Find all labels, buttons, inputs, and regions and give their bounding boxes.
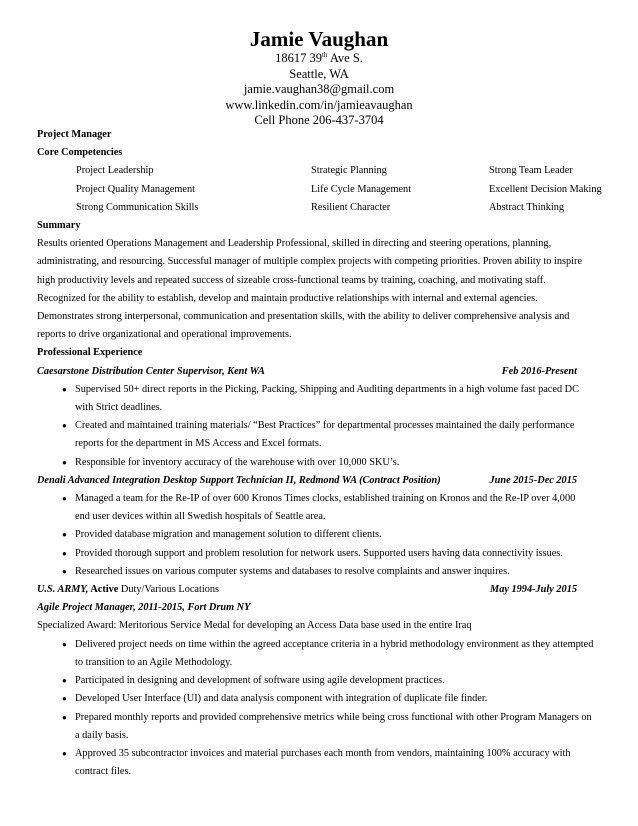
bullet-line: reports for the department in MS Access and Excel formats. — [75, 438, 322, 450]
experience-heading: Professional Experience — [37, 347, 143, 359]
bullet-line: end user devices within all Swedish hospitals of Seattle area. — [75, 511, 326, 523]
bullet-line: to transition to an Agile Methodology. — [75, 656, 233, 668]
bullet-line: Approved 35 subcontractor invoices and material purchases each month from vendors, maintaining 100% accuracy with — [75, 747, 571, 759]
bullet-icon: ● — [62, 676, 67, 686]
job-title — [37, 581, 219, 599]
bullet-icon: ● — [62, 457, 67, 467]
competency-item: Excellent Decision Making — [489, 183, 602, 195]
phone-line: Cell Phone 206-437-3704 — [254, 113, 384, 127]
competencies-heading: Core Competencies — [37, 147, 123, 159]
job-title: Denali Advanced Integration Desktop Support Technician II, Redmond WA (Contract Position) — [37, 474, 441, 486]
bullet-icon: ● — [62, 494, 67, 504]
bullet-line: contract files. — [75, 766, 132, 778]
bullet-line: Delivered project needs on time within the agreed acceptance criteria in a hybrid methodology environment as they attempted — [75, 638, 594, 650]
bullet-line: Managed a team for the Re-IP of over 600 Kronos Times clocks, established training on Kronos and the Re-IP over 4,000 — [75, 493, 576, 505]
objective-title: Project Manager — [37, 129, 112, 140]
bullet-icon: ● — [62, 748, 67, 758]
bullet-line: Provided thorough support and problem resolution for network users. Supported users having data connectivity issues. — [75, 547, 563, 559]
bullet-line: Researched issues on various computer systems and databases to resolve complaints and answer inquires. — [75, 565, 510, 577]
bullet-item — [37, 526, 607, 544]
competency-item: Strong Team Leader — [489, 165, 573, 177]
bullet-icon: ● — [62, 694, 67, 704]
bullet-line: Provided database migration and management solution to different clients. — [75, 529, 382, 541]
summary-line: Demonstrates strong interpersonal, communication and presentation skills, with the ability to deliver comprehensive analysis and — [37, 311, 570, 323]
competency-row — [37, 162, 607, 180]
competency-item: Strong Communication Skills — [76, 201, 199, 213]
bullet-item — [37, 636, 607, 672]
job-subtitle: Agile Project Manager, 2011-2015, Fort Drum NY — [37, 602, 251, 614]
summary-line: Results oriented Operations Management and Leadership Professional, skilled in directing and steering operations, planning, — [37, 238, 552, 250]
competency-row — [37, 199, 607, 217]
bullet-icon: ● — [62, 384, 67, 394]
job-bullet-list — [37, 636, 607, 782]
bullet-line: Participated in designing and development of software using agile development practices. — [75, 675, 445, 687]
job-title: Caesarstone Distribution Center Supervisor, Kent WA — [37, 365, 265, 377]
bullet-item — [37, 490, 607, 526]
job-header — [37, 363, 607, 381]
job-dates: June 2015-Dec 2015 — [489, 474, 577, 486]
job-status: Active — [88, 584, 119, 596]
summary-text — [37, 235, 607, 344]
job-dates: Feb 2016-Present — [501, 365, 577, 377]
bullet-item — [37, 672, 607, 690]
competency-item: Project Quality Management — [76, 183, 195, 195]
candidate-name: Jamie Vaughan — [249, 27, 389, 51]
bullet-item — [37, 381, 607, 417]
summary-line: administrating, and resourcing. Successful manager of multiple complex projects with competing priorities. Proven ability to inspire — [37, 256, 583, 268]
bullet-line: Created and maintained training materials/ “Best Practices” for departmental processes maintained the daily performance — [75, 420, 575, 432]
bullet-item — [37, 745, 607, 781]
bullet-line: Prepared monthly reports and provided comprehensive metrics while being cross functional with other Program Managers on — [75, 711, 592, 723]
bullet-line: Responsible for inventory accuracy of the warehouse with over 10,000 SKU’s. — [75, 456, 400, 468]
summary-line: reports to drive organizational and operational improvements. — [37, 329, 292, 341]
summary-line: high productivity levels and repeated success of sizeable cross-functional teams by training, coaching, and motivating staff. — [37, 274, 546, 286]
summary-line: Recognized for the ability to establish, develop and maintain productive relationships with internal and external agencies. — [37, 292, 538, 304]
job-bullet-list — [37, 381, 607, 472]
competency-row — [37, 181, 607, 199]
bullet-item — [37, 417, 607, 453]
bullet-item — [37, 563, 607, 581]
bullet-icon: ● — [62, 712, 67, 722]
bullet-line: with Strict deadlines. — [75, 402, 163, 414]
address-ordinal: th — [321, 51, 328, 59]
bullet-line: a daily basis. — [75, 729, 129, 741]
job-header — [37, 472, 607, 490]
award-line: Specialized Award: Meritorious Service Medal for developing an Access Data base used in the entire Iraq — [37, 620, 472, 632]
competency-item: Life Cycle Management — [311, 183, 412, 195]
competency-item: Resilient Character — [311, 201, 391, 213]
address-line — [0, 51, 638, 67]
bullet-icon: ● — [62, 566, 67, 576]
bullet-item — [37, 709, 607, 745]
linkedin-link[interactable]: www.linkedin.com/in/jamieavaughan — [225, 97, 413, 112]
resume-header — [0, 27, 638, 129]
bullet-line: Supervised 50+ direct reports in the Picking, Packing, Shipping and Auditing departments in a high volume fast paced DC — [75, 383, 579, 395]
summary-heading: Summary — [37, 220, 81, 232]
email-link[interactable]: jamie.vaughan38@gmail.com — [243, 82, 395, 96]
bullet-icon: ● — [62, 421, 67, 431]
competency-item: Strategic Planning — [311, 165, 387, 177]
job-bullet-list — [37, 490, 607, 581]
address-street: Ave S. — [327, 51, 363, 65]
bullet-icon: ● — [62, 530, 67, 540]
job-org: U.S. ARMY, — [37, 584, 89, 596]
job-location: Duty/Various Locations — [118, 584, 220, 596]
bullet-icon: ● — [62, 639, 67, 649]
bullet-icon: ● — [62, 548, 67, 558]
bullet-line: Developed User Interface (UI) and data analysis component with integration of duplicate file finder. — [75, 693, 488, 705]
job-dates: May 1994-July 2015 — [490, 584, 577, 596]
bullet-item — [37, 690, 607, 708]
job-header — [37, 581, 607, 599]
competency-item: Abstract Thinking — [489, 201, 565, 213]
bullet-item — [37, 454, 607, 472]
resume-body — [37, 126, 607, 781]
address-number: 18617 39 — [275, 51, 322, 65]
bullet-item — [37, 545, 607, 563]
competency-item: Project Leadership — [76, 165, 154, 177]
competencies-grid — [37, 162, 607, 217]
city-line: Seattle, WA — [289, 66, 349, 81]
